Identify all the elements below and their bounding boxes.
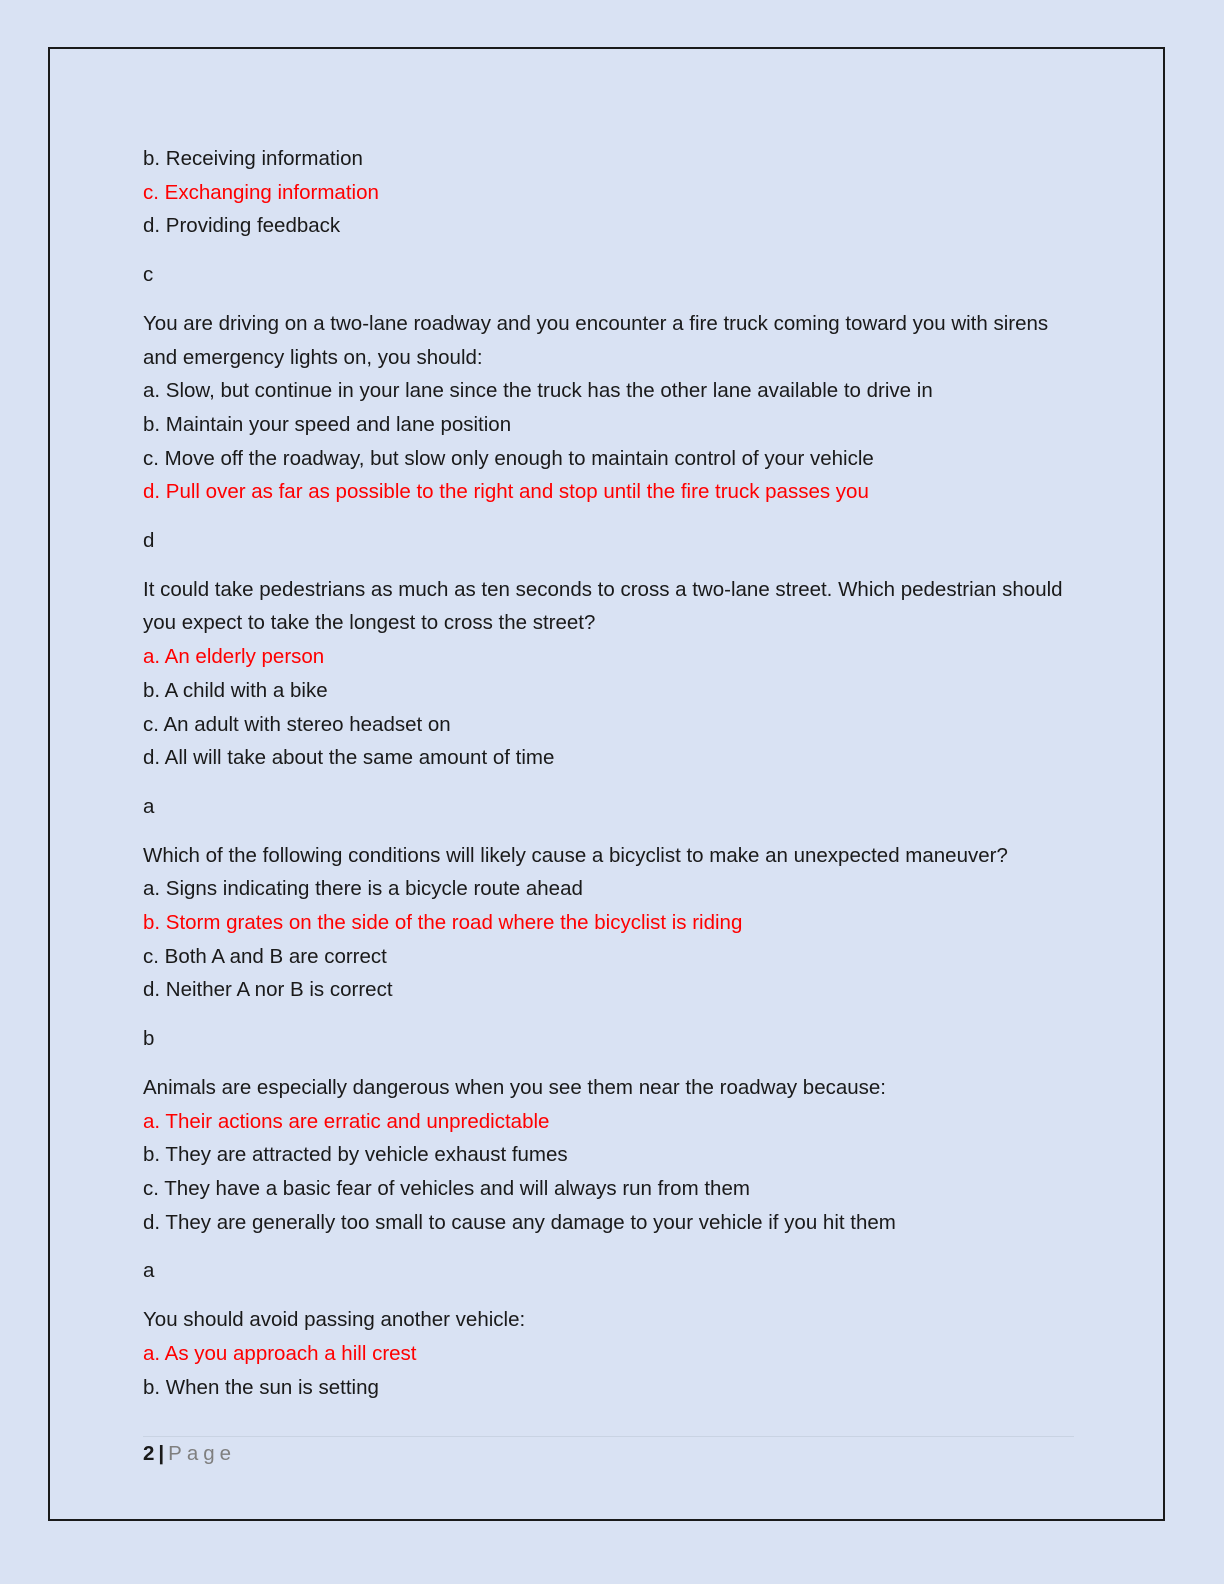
option-d: d. Neither A nor B is correct <box>143 978 393 1002</box>
option-b-correct: b. Storm grates on the side of the road where the bicyclist is riding <box>143 911 743 935</box>
question-block <box>143 839 1078 1008</box>
option-a-correct: a. As you approach a hill crest <box>143 1341 417 1365</box>
option-d: d. Providing feedback <box>143 214 341 238</box>
option-c-correct: c. Exchanging information <box>143 180 379 204</box>
option-b: b. A child with a bike <box>143 678 328 702</box>
option-b: b. They are attracted by vehicle exhaust fumes <box>143 1143 568 1167</box>
answer-key: b <box>143 1027 155 1051</box>
question-block <box>143 573 1078 775</box>
page-separator: | <box>158 1442 165 1465</box>
page-label: Page <box>168 1442 237 1465</box>
option-c: c. An adult with stereo headset on <box>143 712 451 736</box>
question-text: You are driving on a two-lane roadway and you encounter a fire truck coming toward you with sirens and emergency lights on, you should: <box>143 311 1049 369</box>
option-c: c. Move off the roadway, but slow only enough to maintain control of your vehicle <box>143 446 874 470</box>
option-a: a. Slow, but continue in your lane since the truck has the other lane available to drive in <box>143 379 933 403</box>
answer-key: a <box>143 794 155 818</box>
option-a-correct: a. An elderly person <box>143 645 325 669</box>
page-footer <box>143 1436 1074 1469</box>
option-a: a. Signs indicating there is a bicycle route ahead <box>143 877 583 901</box>
option-b: b. Maintain your speed and lane position <box>143 412 512 436</box>
option-c: c. They have a basic fear of vehicles and will always run from them <box>143 1176 750 1200</box>
option-d-correct: d. Pull over as far as possible to the right and stop until the fire truck passes you <box>143 480 869 504</box>
question-block <box>143 307 1078 509</box>
page-number: 2 <box>143 1442 155 1465</box>
question-block <box>143 1303 1078 1404</box>
option-b: b. Receiving information <box>143 147 363 170</box>
question-block-continued <box>143 142 1078 243</box>
question-block <box>143 1071 1078 1240</box>
answer-key: a <box>143 1259 155 1283</box>
option-b: b. When the sun is setting <box>143 1375 379 1399</box>
option-a-correct: a. Their actions are erratic and unpredictable <box>143 1109 550 1133</box>
document-body <box>143 142 1078 1404</box>
question-text: Which of the following conditions will likely cause a bicyclist to make an unexpected maneuver? <box>143 843 1008 867</box>
answer-key: d <box>143 529 155 553</box>
option-d: d. They are generally too small to cause any damage to your vehicle if you hit them <box>143 1210 896 1234</box>
option-c: c. Both A and B are correct <box>143 944 387 968</box>
question-text: It could take pedestrians as much as ten seconds to cross a two-lane street. Which pedestrian should you expect to take the longest to cross the street? <box>143 577 1063 635</box>
question-text: You should avoid passing another vehicle: <box>143 1308 526 1332</box>
answer-key: c <box>143 263 154 287</box>
option-d: d. All will take about the same amount of time <box>143 746 555 770</box>
question-text: Animals are especially dangerous when you see them near the roadway because: <box>143 1075 886 1099</box>
